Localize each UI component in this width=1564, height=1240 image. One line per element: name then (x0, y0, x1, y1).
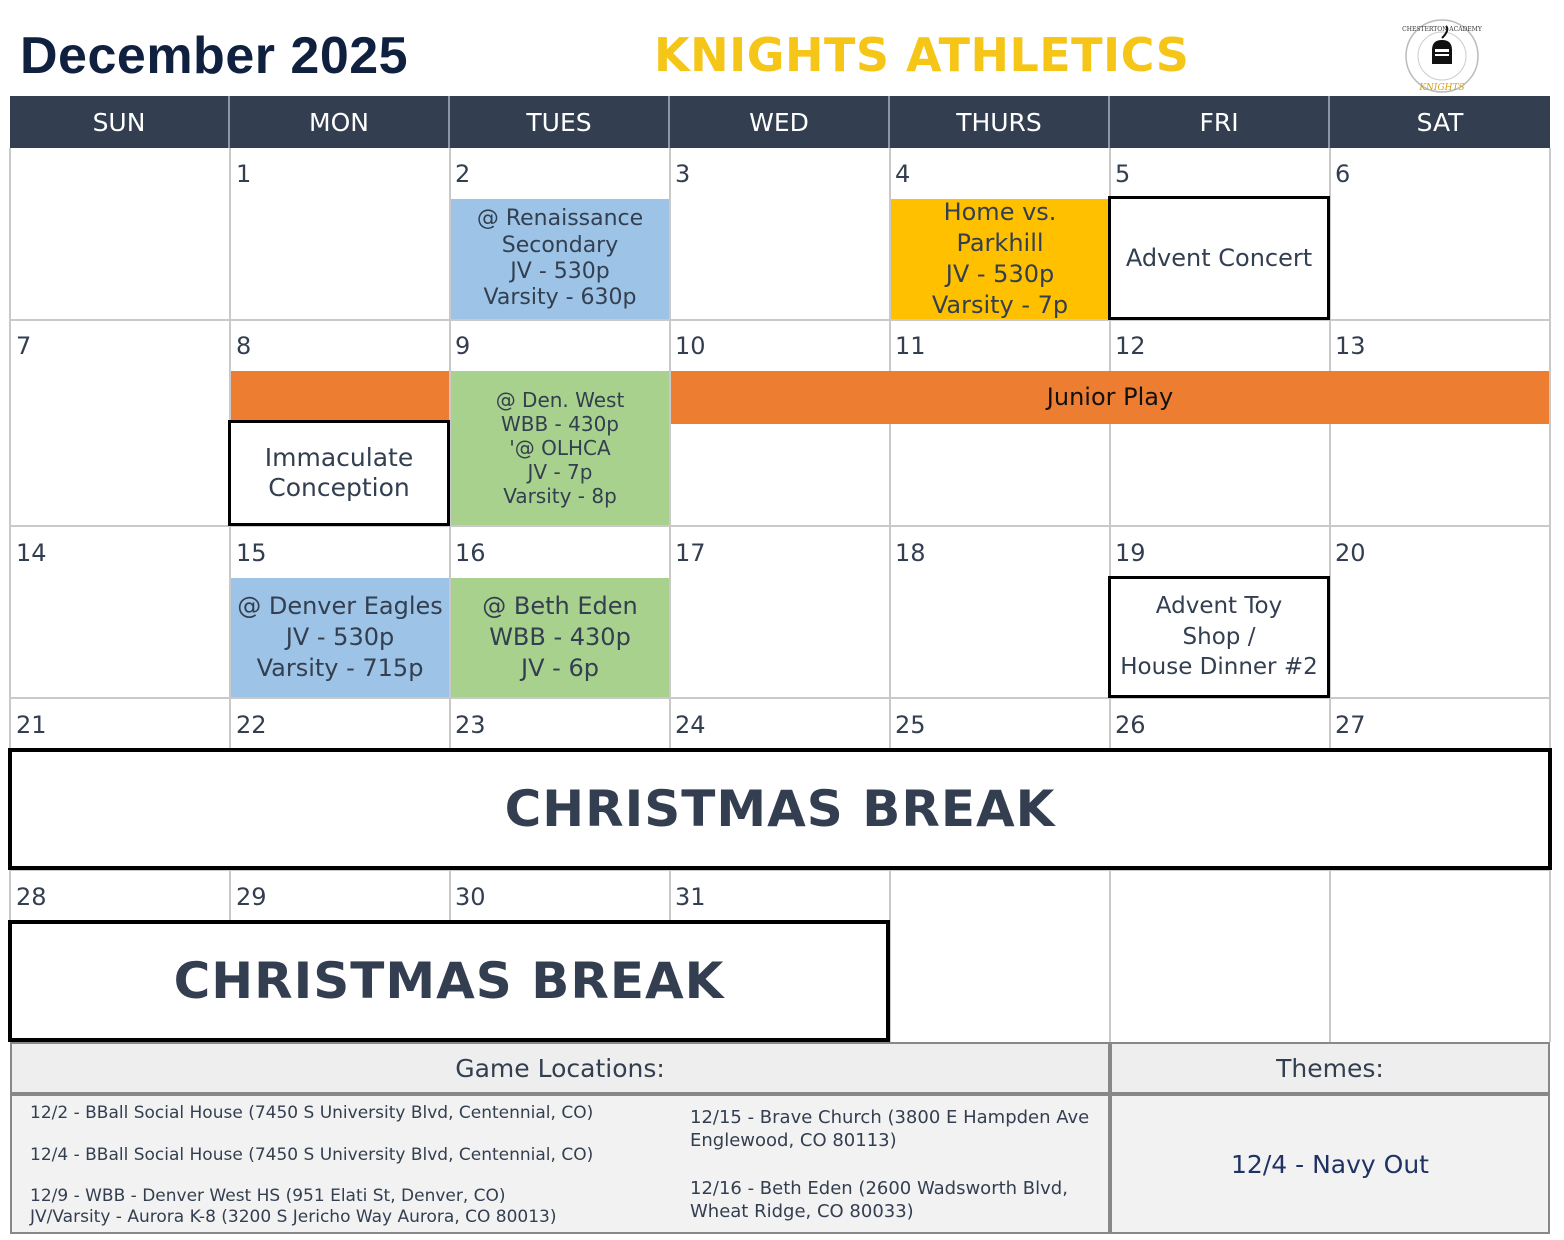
day-number: 3 (675, 160, 691, 188)
event-advent-concert (1108, 196, 1330, 320)
logo-bottom-text: KNIGHTS (1419, 83, 1465, 93)
day-number: 2 (455, 160, 471, 188)
event-line: Advent Concert (1125, 243, 1313, 272)
knight-helmet-icon (1402, 18, 1482, 94)
event-junior-play (671, 371, 1549, 424)
event-immaculate-conception (228, 420, 450, 526)
event-line: JV - 530p (285, 622, 395, 651)
day-number: 6 (1335, 160, 1351, 188)
day-number: 26 (1115, 711, 1146, 739)
weekday-sun: SUN (10, 96, 230, 148)
event-line: '@ OLHCA (509, 436, 611, 460)
event-denver-eagles (231, 578, 449, 697)
event-line: Varsity - 715p (256, 654, 424, 683)
event-line: @ Beth Eden (482, 591, 638, 620)
location-line: 12/4 - BBall Social House (7450 S University Blvd, Centennial, CO) (30, 1145, 594, 1165)
day-number: 7 (16, 332, 32, 360)
day-number: 25 (895, 711, 926, 739)
event-line: Secondary (501, 232, 619, 258)
event-line: Home vs. (943, 199, 1057, 226)
logo-ring-text: CHESTERTON ACADEMY (1402, 26, 1482, 33)
event-line: JV - 7p (527, 460, 593, 484)
weekday-tues: TUES (450, 96, 670, 148)
school-logo (1402, 18, 1482, 94)
event-line: WBB - 430p (489, 622, 631, 651)
day-number: 1 (236, 160, 252, 188)
location-line: 12/2 - BBall Social House (7450 S University Blvd, Centennial, CO) (30, 1103, 594, 1123)
event-line: Varsity - 7p (931, 291, 1069, 319)
weekday-mon: MON (230, 96, 450, 148)
location-line: JV/Varsity - Aurora K-8 (3200 S Jericho Way Aurora, CO 80013) (30, 1207, 557, 1227)
day-number: 15 (236, 539, 267, 567)
event-line: @ Denver Eagles (237, 591, 443, 620)
day-number: 28 (16, 883, 47, 911)
day-number: 17 (675, 539, 706, 567)
location-line: Wheat Ridge, CO 80033) (690, 1201, 914, 1222)
weekday-thurs: THURS (890, 96, 1110, 148)
event-line: Junior Play (1046, 383, 1174, 412)
day-number: 14 (16, 539, 47, 567)
grid-line (9, 148, 11, 1042)
themes-heading: Themes: (1110, 1042, 1550, 1094)
day-number: 8 (236, 332, 252, 360)
event-line: Conception (268, 473, 410, 502)
day-number: 20 (1335, 539, 1366, 567)
month-title: December 2025 (20, 27, 409, 85)
grid-line (1549, 148, 1551, 1042)
christmas-break-banner: CHRISTMAS BREAK (8, 748, 1552, 870)
day-number: 27 (1335, 711, 1366, 739)
weekday-wed: WED (670, 96, 890, 148)
event-line: Varsity - 630p (483, 285, 637, 311)
event-line: @ Den. West (495, 388, 625, 412)
day-number: 19 (1115, 539, 1146, 567)
weekday-sat: SAT (1330, 96, 1550, 148)
event-line: @ Renaissance (476, 206, 644, 232)
brand-title: KNIGHTS ATHLETICS (654, 28, 1190, 82)
christmas-break-banner: CHRISTMAS BREAK (8, 920, 890, 1042)
event-line: JV - 530p (510, 259, 610, 284)
location-line: 12/9 - WBB - Denver West HS (951 Elati St, Denver, CO) (30, 1186, 506, 1206)
weekday-fri: FRI (1110, 96, 1330, 148)
location-line: 12/16 - Beth Eden (2600 Wadsworth Blvd, (690, 1178, 1068, 1199)
game-locations-heading: Game Locations: (10, 1042, 1110, 1094)
day-number: 24 (675, 711, 706, 739)
day-number: 10 (675, 332, 706, 360)
event-line: JV - 530p (945, 260, 1055, 288)
event-line: Shop / (1182, 623, 1256, 650)
event-line: Parkhill (956, 228, 1044, 257)
day-number: 11 (895, 332, 926, 360)
day-number: 4 (895, 160, 911, 188)
event-line: House Dinner #2 (1120, 654, 1318, 681)
grid-line (669, 148, 671, 1042)
day-number: 9 (455, 332, 471, 360)
event-line: Advent Toy (1155, 593, 1283, 620)
day-number: 30 (455, 883, 486, 911)
event-beth-eden (451, 578, 669, 697)
day-number: 31 (675, 883, 706, 911)
location-line: Englewood, CO 80113) (690, 1130, 897, 1151)
day-number: 29 (236, 883, 267, 911)
event-line: WBB - 430p (500, 412, 620, 436)
event-line: Varsity - 8p (503, 484, 617, 508)
day-number: 13 (1335, 332, 1366, 360)
day-number: 16 (455, 539, 486, 567)
day-number: 12 (1115, 332, 1146, 360)
day-number: 22 (236, 711, 267, 739)
day-number: 5 (1115, 160, 1131, 188)
day-number: 23 (455, 711, 486, 739)
location-line: 12/15 - Brave Church (3800 E Hampden Ave (690, 1107, 1090, 1128)
theme-entry: 12/4 - Navy Out (1231, 1149, 1429, 1179)
event-line: Immaculate (264, 443, 414, 472)
event-advent-toy-shop (1108, 576, 1330, 698)
day-number: 21 (16, 711, 47, 739)
event-den-west (451, 371, 669, 525)
event-line: JV - 6p (521, 654, 599, 683)
day-number: 18 (895, 539, 926, 567)
event-parkhill (891, 199, 1109, 319)
junior-play-bar-mon (231, 371, 449, 421)
event-renaissance (451, 199, 669, 319)
